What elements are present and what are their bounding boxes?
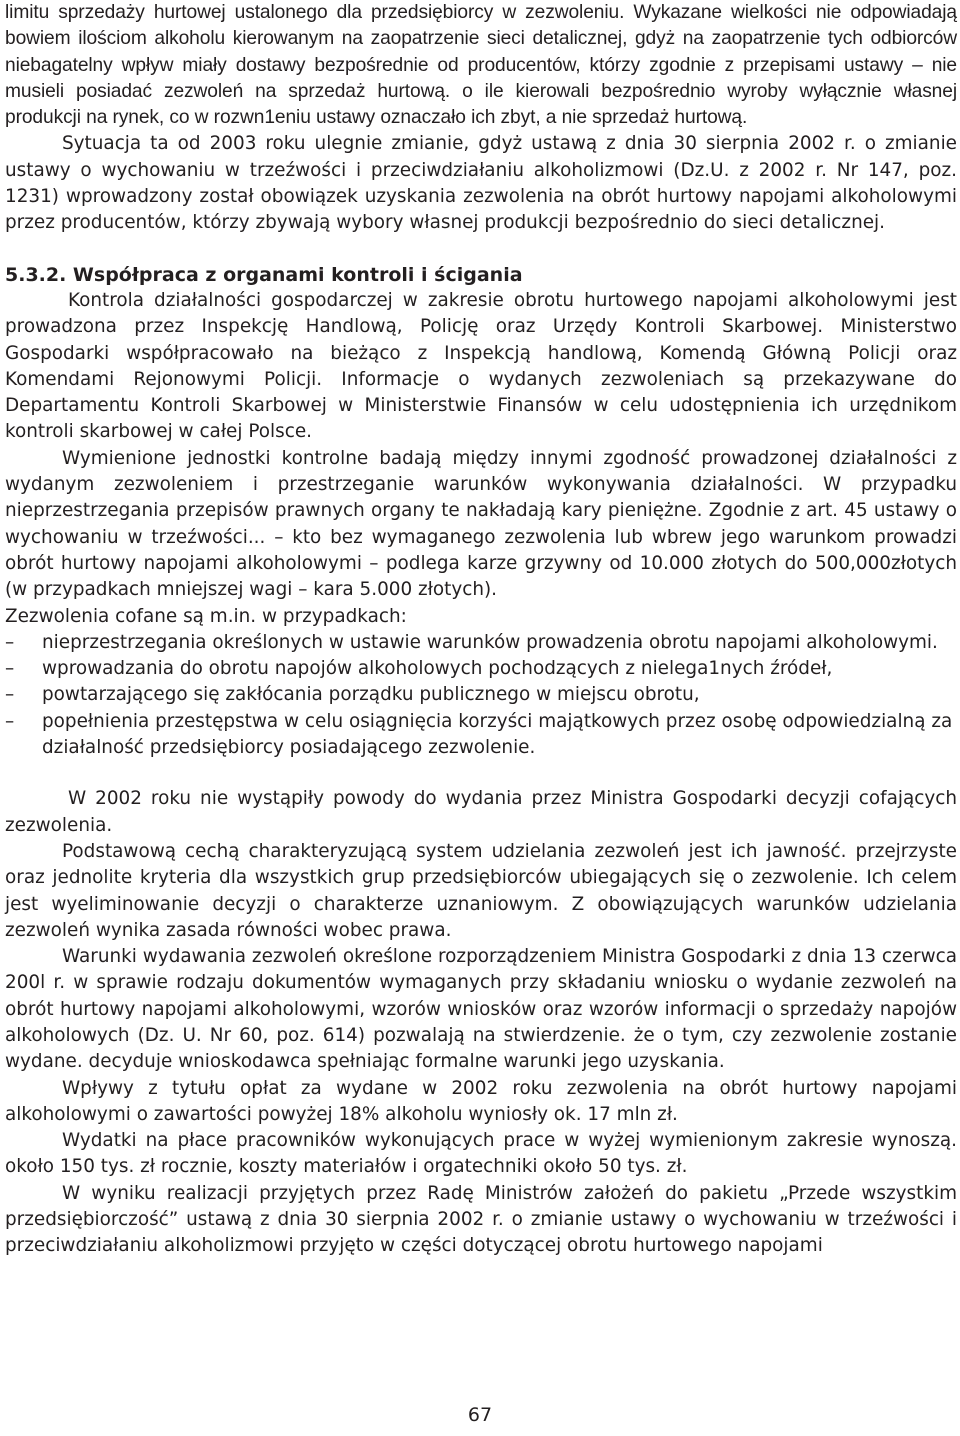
dash-bullet: – (5, 684, 15, 706)
revocation-list (5, 630, 957, 761)
section-heading: 5.3.2. Współpraca z organami kontroli i ścigania (5, 263, 523, 286)
dash-bullet: – (5, 658, 15, 680)
paragraph-control-bodies: Kontrola działalności gospodarczej w zakresie obrotu hurtowego napojami alkoholowymi jest prowadzona przez Inspekcję Handlową, Policję oraz Urzędy Kontroli Skarbowej. Ministerstwo Gospodarki współpracowało na bieżąco z Inspekcją handlową, Komendą Główną Policji oraz Komendami Rejonowymi Policji. Informacje o wydanych zezwoleniach są przekazywane do Departamentu Kontroli Skarbowej w Ministerstwie Finansów w celu udostępnienia ich urzędnikom kontroli skarbowej w całej Polsce. (5, 289, 957, 443)
paragraph-penalties: Wymienione jednostki kontrolne badają między innymi zgodność prowadzonej działalności z wydanym zezwoleniem i przestrzeganie warunków wykonywania działalności. W przypadku nieprzestrzegania przepisów prawnych organy te nakładają kary pieniężne. Zgodnie z art. 45 ustawy o wychowaniu w trzeźwości... – kto bez wymaganego zezwolenia lub wbrew jego warunkom prowadzi obrót hurtowy napojami alkoholowymi – podlega karze grzywny od 10.000 złotych do 500,000złotych (w przypadkach mniejszej wagi – kara 5.000 złotych). (5, 447, 957, 601)
spacer (5, 761, 957, 786)
list-item: – powtarzającego się zakłócania porządku publicznego w miejscu obrotu, (5, 682, 957, 708)
paragraph-transparency: Podstawową cechą charakteryzującą system udzielania zezwoleń jest ich jawność. przejrzyste oraz jednolite kryteria dla wszystkich grup przedsiębiorców ubiegających się o zezwolenie. Ich celem jest wyeliminowanie decyzji o charakterze uznaniowym. Z obowiązujących warunków udzielania zezwoleń wynika zasada równości wobec prawa. (5, 840, 957, 941)
paragraph-sales-limit: limitu sprzedaży hurtowej ustalonego dla przedsiębiorcy w zezwoleniu. Wykazane wielkości nie odpowiadają bowiem ilościom alkoholu kierowanym na zaopatrzenie sieci detalicznej, gdyż na zaopatrzenie tych odbiorców niebagatelny wpływ miały dostawy bezpośrednie od producentów, którzy zgodnie z przepisami ustawy – nie musieli posiadać zezwoleń na sprzedaż hurtową. o ile kierowali bezpośrednio wyroby wyłącznie własnej produkcji na rynek, co w rozwn1eniu ustawy oznaczało ich zbyt, a nie sprzedaż hurtową. (5, 2, 957, 129)
spacer (5, 237, 957, 262)
dash-bullet: – (5, 631, 15, 653)
list-item: – wprowadzania do obrotu napojów alkoholowych pochodzących z nielega1nych źródeł, (5, 656, 957, 682)
list-intro: Zezwolenia cofane są m.in. w przypadkach: (5, 605, 407, 627)
paragraph-regulation: Warunki wydawania zezwoleń określone rozporządzeniem Ministra Gospodarki z dnia 13 czerwca 200l r. w sprawie rodzaju dokumentów wymaganych przy składaniu wniosku o wydanie zezwoleń na obrót hurtowy napojami alkoholowymi, wzorów wniosków oraz wzorów informacji o sprzedaży napojów alkoholowych (Dz. U. Nr 60, poz. 614) pozwalają na stwierdzenie. że o tym, czy zezwolenie zostanie wydane. decyduje wnioskodawca spełniając formalne warunki jego uzyskania. (5, 946, 957, 1073)
paragraph-revenue: Wpływy z tytułu opłat za wydane w 2002 roku zezwolenia na obrót hurtowy napojami alkoholowymi o zawartości powyżej 18% alkoholu wyniosły ok. 17 mln zł. (5, 1077, 957, 1125)
paragraph-2003-change: Sytuacja ta od 2003 roku ulegnie zmianie, gdyż ustawą z dnia 30 sierpnia 2002 r. o zmianie ustawy o wychowaniu w trzeźwości i przeciwdziałaniu alkoholizmowi (Dz.U. z 2002 r. Nr 147, poz. 1231) wprowadzony został obowiązek uzyskania zezwolenia na obrót hurtowy napojami alkoholowymi przez producentów, którzy zbywają wybory własnej produkcji bezpośrednio do sieci detalicznej. (5, 133, 957, 234)
document-page (5, 0, 957, 1260)
paragraph-expenses: Wydatki na płace pracowników wykonujących prace w wyżej wymienionym zakresie wynoszą. około 150 tys. zł rocznie, koszty materiałów i orgatechniki około 50 tys. zł. (5, 1130, 957, 1178)
list-item: – nieprzestrzegania określonych w ustawie warunków prowadzenia obrotu napojami alkoholowymi. (5, 630, 957, 656)
list-item: – popełnienia przestępstwa w celu osiągnięcia korzyści majątkowych przez osobę odpowiedzialną za działalność przedsiębiorcy posiadającego zezwolenie. (5, 710, 953, 759)
paragraph-package: W wyniku realizacji przyjętych przez Radę Ministrów założeń do pakietu „Przede wszystkim przedsiębiorczość” ustawą z dnia 30 sierpnia 2002 r. o zmianie ustawy o wychowaniu w trzeźwości i przeciwdziałaniu alkoholizmowi przyjęto w części dotyczącej obrotu hurtowego napojami (5, 1182, 957, 1257)
dash-bullet: – (5, 710, 15, 732)
page-number: 67 (467, 1404, 493, 1426)
paragraph-no-revocations: W 2002 roku nie wystąpiły powody do wydania przez Ministra Gospodarki decyzji cofających zezwolenia. (5, 788, 957, 836)
